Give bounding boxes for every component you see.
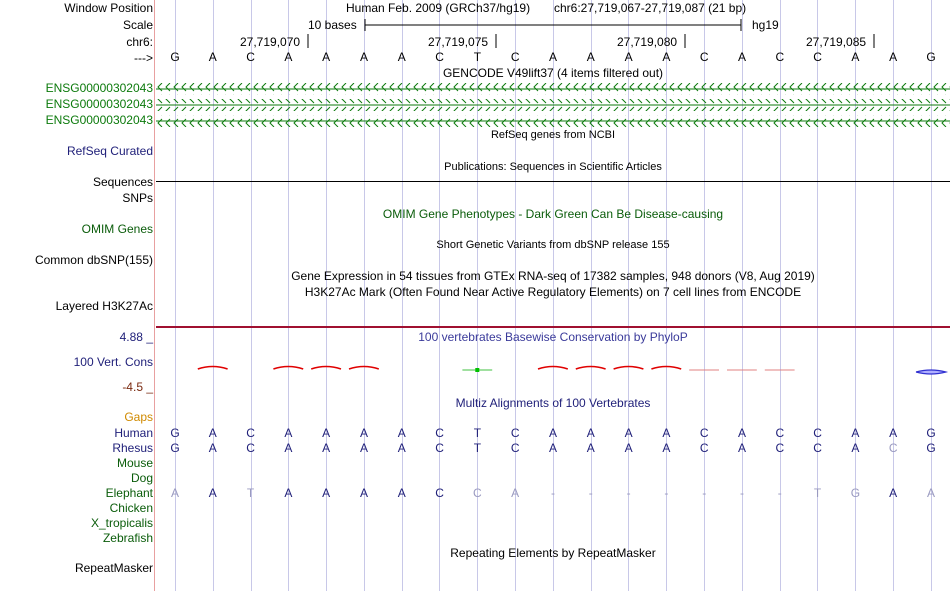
aligned-base: A	[359, 441, 368, 455]
species-label-human[interactable]: Human	[114, 426, 153, 440]
aligned-base: A	[208, 486, 217, 500]
position-tick-4: 27,719,085	[806, 35, 867, 49]
gencode-track-title[interactable]: GENCODE V49lift37 (4 items filtered out)	[442, 66, 664, 80]
aligned-base: A	[397, 426, 406, 440]
refseq-track-label[interactable]: RefSeq Curated	[66, 144, 153, 158]
aligned-base: A	[889, 426, 898, 440]
aligned-base: T	[813, 486, 822, 500]
aligned-base: -	[702, 486, 707, 500]
aligned-base: A	[662, 441, 671, 455]
repeatmasker-track-title[interactable]: Repeating Elements by RepeatMasker	[450, 546, 656, 560]
sequence-base: C	[510, 50, 520, 64]
aligned-base: A	[926, 486, 935, 500]
snps-track-label[interactable]: SNPs	[122, 191, 153, 205]
sequence-base: A	[397, 50, 406, 64]
refseq-track-title[interactable]: RefSeq genes from NCBI	[490, 129, 616, 141]
aligned-base: G	[926, 426, 936, 440]
aligned-base: A	[586, 441, 595, 455]
aligned-base: A	[737, 441, 746, 455]
scale-text: 10 bases	[308, 18, 357, 32]
aligned-base: A	[851, 426, 860, 440]
aligned-base: A	[284, 486, 293, 500]
aligned-base: T	[246, 486, 255, 500]
aligned-base: A	[322, 426, 331, 440]
sequence-base: A	[662, 50, 671, 64]
phylop-mark	[538, 367, 568, 370]
aligned-base: A	[737, 426, 746, 440]
gaps-label[interactable]: Gaps	[124, 410, 153, 424]
phylop-mark	[311, 367, 341, 370]
phylop-mark	[614, 367, 644, 370]
aligned-base: A	[284, 441, 293, 455]
gencode-gene-label-1[interactable]: ENSG00000302043	[45, 81, 153, 95]
h3k27ac-signal-line	[156, 326, 950, 328]
aligned-base: -	[664, 486, 669, 500]
aligned-base: C	[435, 426, 444, 440]
sequence-base: A	[359, 50, 368, 64]
window-position-label: Window Position	[64, 1, 153, 15]
phylop-mark	[349, 367, 379, 370]
sequence-base: G	[170, 50, 180, 64]
gencode-gene-label-2[interactable]: ENSG00000302043	[45, 97, 153, 111]
h3k27ac-track-title[interactable]: H3K27Ac Mark (Often Found Near Active Regulatory Elements) on 7 cell lines from ENCODE	[304, 285, 802, 299]
sequence-base: A	[322, 50, 331, 64]
aligned-base: A	[208, 441, 217, 455]
position-tick-2: 27,719,075	[428, 35, 489, 49]
sequence-base: A	[737, 50, 746, 64]
phylop-signal[interactable]	[156, 358, 950, 380]
aligned-base: A	[586, 426, 595, 440]
aligned-base: T	[473, 426, 482, 440]
aligned-base: C	[435, 486, 444, 500]
cons-min-label: -4.5 _	[122, 380, 153, 394]
label-divider[interactable]	[154, 0, 155, 591]
aligned-base: G	[926, 441, 936, 455]
gencode-gene-features[interactable]	[156, 81, 950, 129]
aligned-base: G	[170, 441, 180, 455]
aligned-base: C	[435, 441, 444, 455]
aligned-base: C	[246, 426, 255, 440]
db-label: hg19	[752, 18, 779, 32]
aligned-base: C	[699, 441, 709, 455]
aligned-base: C	[813, 426, 822, 440]
species-label-x_tropicalis[interactable]: X_tropicalis	[90, 516, 153, 530]
phylop-mark	[651, 367, 681, 370]
aligned-base: A	[624, 426, 633, 440]
aligned-base: A	[170, 486, 179, 500]
aligned-base: C	[813, 441, 822, 455]
aligned-base: G	[170, 426, 180, 440]
chromosome-label: chr6:	[126, 35, 153, 49]
sequence-base: C	[246, 50, 255, 64]
phylop-track-title[interactable]: 100 vertebrates Basewise Conservation by PhyloP	[418, 330, 688, 344]
aligned-base: -	[777, 486, 782, 500]
publications-track-title[interactable]: Publications: Sequences in Scientific Articles	[444, 161, 662, 173]
species-label-chicken[interactable]: Chicken	[109, 501, 153, 515]
aligned-base: -	[588, 486, 593, 500]
phylop-mark	[273, 367, 303, 370]
position-text: chr6:27,719,067-27,719,087 (21 bp)	[554, 1, 747, 15]
sequence-base: A	[548, 50, 557, 64]
omim-track-label[interactable]: OMIM Genes	[81, 222, 153, 236]
gtex-track-title[interactable]: Gene Expression in 54 tissues from GTEx RNA-seq of 17382 samples, 948 donors (V8, Aug 2019)	[291, 269, 815, 283]
aligned-base: A	[662, 426, 671, 440]
scale-label: Scale	[122, 18, 153, 32]
phylop-mark	[916, 370, 946, 374]
sequence-base: C	[699, 50, 709, 64]
aligned-base: T	[473, 441, 482, 455]
aligned-base: -	[740, 486, 744, 500]
sequence-base: G	[926, 50, 936, 64]
cons-max-label: 4.88 _	[119, 330, 153, 344]
omim-track-title[interactable]: OMIM Gene Phenotypes - Dark Green Can Be Disease-causing	[382, 207, 724, 221]
sequence-base: C	[813, 50, 822, 64]
assembly-title: Human Feb. 2009 (GRCh37/hg19)	[346, 1, 531, 15]
aligned-base: C	[246, 441, 255, 455]
aligned-base: G	[850, 486, 861, 500]
species-label-elephant[interactable]: Elephant	[105, 486, 153, 500]
aligned-base: A	[208, 426, 217, 440]
aligned-base: -	[626, 486, 631, 500]
aligned-base: A	[284, 426, 293, 440]
sequences-track-label[interactable]: Sequences	[92, 175, 153, 189]
aligned-base: A	[851, 441, 860, 455]
dbsnp-track-label[interactable]: Common dbSNP(155)	[34, 253, 153, 267]
gencode-gene-label-3[interactable]: ENSG00000302043	[45, 113, 153, 127]
aligned-base: C	[510, 426, 520, 440]
sequence-base: A	[586, 50, 595, 64]
species-label-rhesus[interactable]: Rhesus	[112, 441, 153, 455]
aligned-base: A	[548, 426, 557, 440]
sequence-base: A	[284, 50, 293, 64]
aligned-base: A	[397, 441, 406, 455]
sequence-base: A	[208, 50, 217, 64]
aligned-base: A	[511, 486, 520, 500]
h3k27ac-track-label[interactable]: Layered H3K27Ac	[55, 299, 153, 313]
sequence-base: T	[473, 50, 482, 64]
phylop-mark	[198, 367, 228, 370]
dbsnp-track-title[interactable]: Short Genetic Variants from dbSNP release 155	[436, 239, 670, 251]
aligned-base: A	[624, 441, 633, 455]
position-tick-1: 27,719,070	[240, 35, 301, 49]
sequence-base: A	[851, 50, 860, 64]
aligned-base: -	[551, 486, 555, 500]
sequences-track-line	[156, 181, 950, 182]
aligned-base: A	[322, 441, 331, 455]
aligned-base: C	[699, 426, 709, 440]
species-label-dog[interactable]: Dog	[130, 471, 153, 485]
phylop-mark	[475, 368, 479, 372]
aligned-base: C	[775, 441, 785, 455]
aligned-base: A	[359, 486, 368, 500]
phylop-mark	[576, 367, 606, 370]
sequence-base: C	[775, 50, 785, 64]
species-label-zebrafish[interactable]: Zebrafish	[102, 531, 153, 545]
sequence-base: A	[624, 50, 633, 64]
cons-track-label[interactable]: 100 Vert. Cons	[73, 355, 153, 369]
aligned-base: A	[889, 486, 898, 500]
position-tick-marks	[300, 34, 900, 50]
sequence-base: A	[889, 50, 898, 64]
aligned-base: C	[510, 441, 520, 455]
aligned-base: A	[322, 486, 331, 500]
repeatmasker-track-label[interactable]: RepeatMasker	[74, 561, 153, 575]
aligned-base: A	[548, 441, 557, 455]
aligned-base: C	[473, 486, 482, 500]
strand-arrow-label[interactable]: --->	[134, 51, 153, 65]
sequence-base: C	[435, 50, 444, 64]
scale-bar	[360, 18, 746, 32]
aligned-base: A	[359, 426, 368, 440]
species-label-mouse[interactable]: Mouse	[116, 456, 153, 470]
aligned-base: C	[775, 426, 785, 440]
aligned-base: A	[397, 486, 406, 500]
aligned-base: C	[888, 441, 898, 455]
position-tick-3: 27,719,080	[617, 35, 678, 49]
multiz-track-title[interactable]: Multiz Alignments of 100 Vertebrates	[455, 396, 651, 410]
